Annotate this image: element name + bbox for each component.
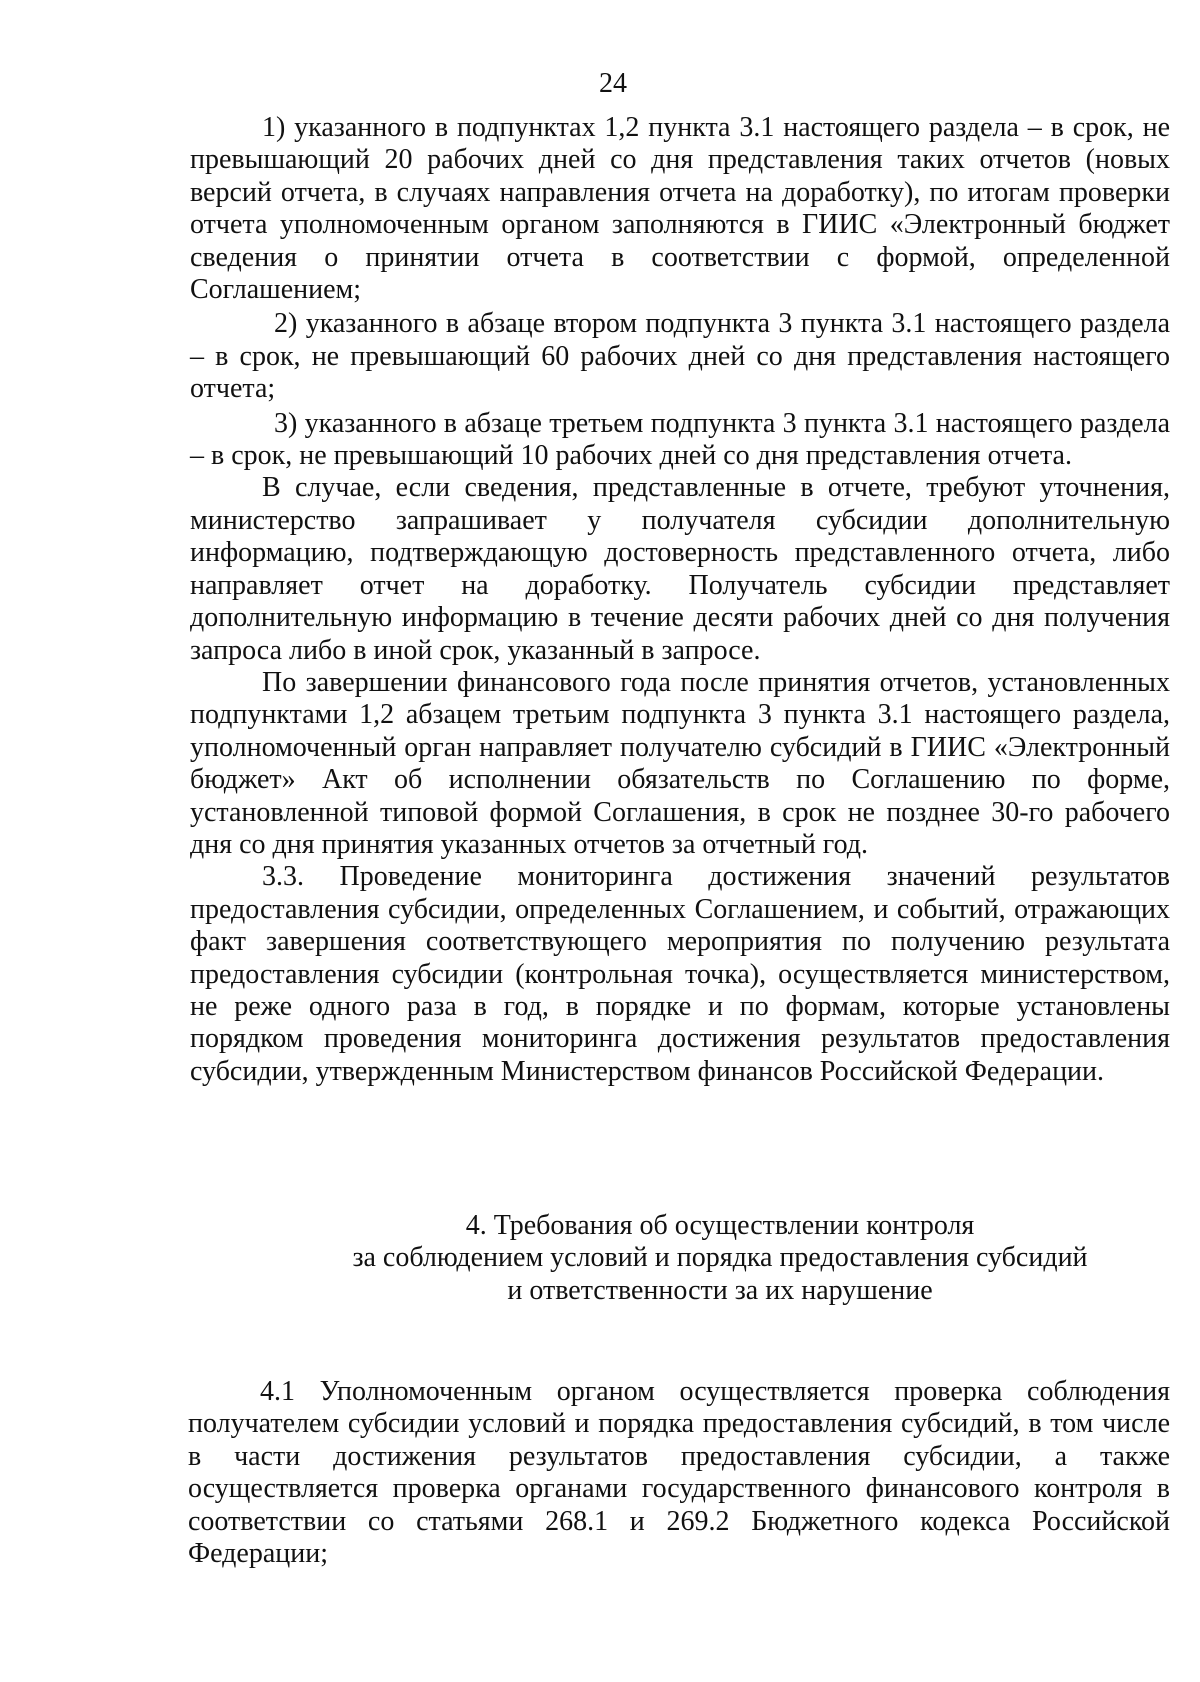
paragraph-item-2: 2) указанного в абзаце втором подпункта 3 пункта 3.1 настоящего раздела – в срок, не превышающий 60 рабочих дней со дня представления настоящего отчета; [190,308,1170,405]
paragraph-item-1: 1) указанного в подпунктах 1,2 пункта 3.1 настоящего раздела – в срок, не превышающий 20 рабочих дней со дня представления таких отчетов (новых версий отчета, в случаях направления отчета на доработку), по итогам проверки отчета уполномоченным органом заполняются в ГИИС «Электронный бюджет сведения о принятии отчета в соответствии с формой, определенной Соглашением; [190,112,1170,306]
section-4-body [188,1376,1170,1570]
page-number: 24 [599,68,627,99]
paragraph-year-end: По завершении финансового года после принятия отчетов, установленных подпунктами 1,2 абзацем третьим подпункта 3 пункта 3.1 настоящего раздела, уполномоченный орган направляет получателю субсидий в ГИИС «Электронный бюджет» Акт об исполнении обязательств по Соглашению по форме, установленной типовой формой Соглашения, в срок не позднее 30-го рабочего дня со дня принятия указанных отчетов за отчетный год. [190,666,1170,860]
section-heading-line-1: 4. Требования об осуществлении контроля [465,1210,975,1241]
paragraph-clarification: В случае, если сведения, представленные в отчете, требуют уточнения, министерство запрашивает у получателя субсидии дополнительную информацию, подтверждающую достоверность представленного отчета, либо направляет отчет на доработку. Получатель субсидии представляет дополнительную информацию в течение десяти рабочих дней со дня получения запроса либо в иной срок, указанный в запросе. [190,472,1170,666]
section-heading-line-2: за соблюдением условий и порядка предоставления субсидий [352,1242,1088,1274]
paragraph-3-3: 3.3. Проведение мониторинга достижения значений результатов предоставления субсидии, определенных Соглашением, и событий, отражающих факт завершения соответствующего мероприятия по получению результата предоставления субсидии (контрольная точка), осуществляется министерством, не реже одного раза в год, в порядке и по формам, которые установлены порядком проведения мониторинга достижения результатов предоставления субсидии, утвержденным Министерством финансов Российской Федерации. [190,861,1170,1087]
paragraph-item-3: 3) указанного в абзаце третьем подпункта 3 пункта 3.1 настоящего раздела – в срок, не превышающий 10 рабочих дней со дня представления отчета. [190,407,1170,472]
section-heading-line-3: и ответственности за их нарушение [507,1274,933,1306]
document-body [190,112,1170,1088]
section-heading [300,1210,1140,1307]
paragraph-4-1: 4.1 Уполномоченным органом осуществляется проверка соблюдения получателем субсидии условий и порядка предоставления субсидий, в том числе в части достижения результатов предоставления субсидии, а также осуществляется проверка органами государственного финансового контроля в соответствии со статьями 268.1 и 269.2 Бюджетного кодекса Российской Федерации; [188,1376,1170,1570]
